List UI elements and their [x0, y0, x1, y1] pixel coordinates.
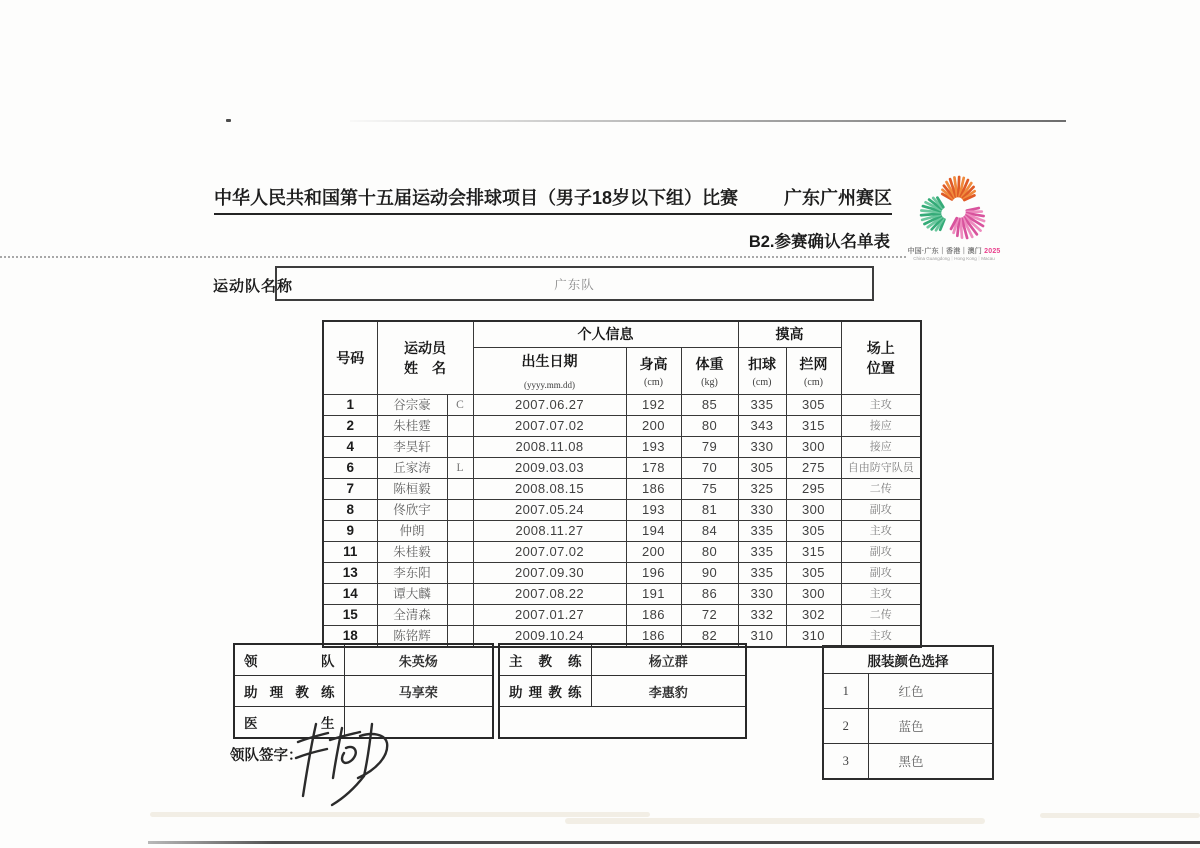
cell-role: C	[447, 394, 473, 415]
cell-spike: 330	[738, 583, 786, 604]
cell-block: 310	[786, 625, 841, 647]
roster-body	[323, 394, 921, 647]
kit-option-color: 红色	[868, 674, 993, 709]
staff-label: 助 理 教 练	[499, 676, 591, 707]
cell-weight: 82	[681, 625, 738, 647]
cell-position: 副攻	[841, 499, 921, 520]
cell-role	[447, 436, 473, 457]
col-header-spike: 扣球 (cm)	[738, 347, 786, 394]
staff-value: 李惠豹	[591, 676, 746, 707]
cell-name: 谭大麟	[377, 583, 447, 604]
cell-block: 295	[786, 478, 841, 499]
cell-block: 305	[786, 562, 841, 583]
kit-row	[823, 744, 993, 780]
scan-smudge	[565, 818, 985, 824]
cell-dob: 2007.07.02	[473, 415, 626, 436]
title-text: 中华人民共和国第十五届运动会排球项目（男子18岁以下组）比赛	[214, 188, 739, 208]
cell-height: 191	[626, 583, 681, 604]
kit-option-number: 1	[823, 674, 868, 709]
cell-height: 200	[626, 415, 681, 436]
cell-number: 8	[323, 499, 377, 520]
cell-number: 2	[323, 415, 377, 436]
cell-position: 副攻	[841, 541, 921, 562]
staff-empty-cell	[499, 707, 746, 739]
cell-name: 佟欣宇	[377, 499, 447, 520]
staff-label: 主 教 练	[499, 644, 591, 676]
cell-height: 194	[626, 520, 681, 541]
games-flower-icon	[898, 170, 1010, 248]
kit-row	[823, 674, 993, 709]
cell-number: 9	[323, 520, 377, 541]
cell-spike: 343	[738, 415, 786, 436]
cell-block: 305	[786, 520, 841, 541]
col-header-height: 身高 (cm)	[626, 347, 681, 394]
cell-position: 主攻	[841, 583, 921, 604]
cell-height: 186	[626, 604, 681, 625]
scan-line-bottom	[148, 841, 1200, 844]
roster-row	[323, 562, 921, 583]
cell-block: 300	[786, 583, 841, 604]
cell-name: 仲朗	[377, 520, 447, 541]
cell-name: 李昊轩	[377, 436, 447, 457]
cell-dob: 2007.07.02	[473, 541, 626, 562]
cell-position: 二传	[841, 478, 921, 499]
staff-table-right	[498, 643, 747, 739]
staff-row	[234, 644, 493, 676]
col-header-athlete: 运动员 姓 名	[377, 321, 473, 394]
cell-height: 186	[626, 625, 681, 647]
team-name-value: 广东队	[554, 277, 595, 292]
cell-position: 副攻	[841, 562, 921, 583]
title-region: 广东广州赛区	[784, 188, 892, 208]
team-name-label: 运动队名称	[213, 278, 294, 295]
leader-signature-label: 领队签字：	[230, 748, 303, 764]
cell-name: 李东阳	[377, 562, 447, 583]
cell-position: 二传	[841, 604, 921, 625]
kit-option-color: 蓝色	[868, 709, 993, 744]
cell-height: 186	[626, 478, 681, 499]
cell-role	[447, 583, 473, 604]
cell-number: 14	[323, 583, 377, 604]
cell-height: 193	[626, 436, 681, 457]
scan-smudge	[150, 812, 650, 817]
staff-label: 领 队	[234, 644, 344, 676]
logo-caption-cn: 中国·广东｜香港｜澳门 2025	[907, 248, 1001, 255]
cell-dob: 2009.03.03	[473, 457, 626, 478]
cell-position: 接应	[841, 436, 921, 457]
scan-smudge	[1040, 813, 1200, 818]
roster-row	[323, 583, 921, 604]
cell-name: 谷宗豪	[377, 394, 447, 415]
col-header-weight: 体重 (kg)	[681, 347, 738, 394]
logo-caption-en: China Guangdong｜Hong Kong｜Macau	[913, 256, 995, 261]
cell-spike: 335	[738, 562, 786, 583]
cell-number: 1	[323, 394, 377, 415]
team-name-field	[275, 266, 874, 301]
cell-position: 接应	[841, 415, 921, 436]
cell-spike: 330	[738, 499, 786, 520]
staff-label: 助 理 教 练	[234, 676, 344, 707]
cell-spike: 335	[738, 541, 786, 562]
cell-number: 18	[323, 625, 377, 647]
roster-row	[323, 436, 921, 457]
cell-height: 193	[626, 499, 681, 520]
scan-line-top	[350, 120, 1066, 122]
cell-height: 196	[626, 562, 681, 583]
cell-block: 315	[786, 541, 841, 562]
staff-value: 马享荣	[344, 676, 493, 707]
cell-role	[447, 478, 473, 499]
roster-row	[323, 394, 921, 415]
staff-row	[499, 707, 746, 739]
roster-row	[323, 604, 921, 625]
cell-spike: 332	[738, 604, 786, 625]
cell-block: 315	[786, 415, 841, 436]
cell-role	[447, 562, 473, 583]
cell-block: 275	[786, 457, 841, 478]
cell-role	[447, 604, 473, 625]
roster-row	[323, 499, 921, 520]
cell-dob: 2008.11.27	[473, 520, 626, 541]
cell-role	[447, 499, 473, 520]
cell-dob: 2007.01.27	[473, 604, 626, 625]
kit-option-number: 2	[823, 709, 868, 744]
cell-height: 192	[626, 394, 681, 415]
staff-value: 朱英炀	[344, 644, 493, 676]
col-header-dob: 出生日期 (yyyy.mm.dd)	[473, 347, 626, 394]
logo-caption-year: 2025	[984, 248, 1001, 255]
cell-weight: 80	[681, 541, 738, 562]
cell-number: 15	[323, 604, 377, 625]
col-header-block: 拦网 (cm)	[786, 347, 841, 394]
cell-weight: 72	[681, 604, 738, 625]
cell-block: 302	[786, 604, 841, 625]
cell-spike: 310	[738, 625, 786, 647]
roster-row	[323, 478, 921, 499]
cell-role	[447, 415, 473, 436]
cell-weight: 84	[681, 520, 738, 541]
cell-position: 主攻	[841, 625, 921, 647]
cell-weight: 81	[681, 499, 738, 520]
cell-spike: 335	[738, 394, 786, 415]
cell-name: 陈铭辉	[377, 625, 447, 647]
cell-weight: 75	[681, 478, 738, 499]
cell-position: 主攻	[841, 520, 921, 541]
cell-height: 178	[626, 457, 681, 478]
cell-number: 11	[323, 541, 377, 562]
cell-role	[447, 541, 473, 562]
cell-block: 300	[786, 499, 841, 520]
cell-dob: 2007.08.22	[473, 583, 626, 604]
cell-height: 200	[626, 541, 681, 562]
roster-row	[323, 415, 921, 436]
cell-dob: 2007.09.30	[473, 562, 626, 583]
cell-name: 全清森	[377, 604, 447, 625]
staff-row	[499, 644, 746, 676]
cell-number: 6	[323, 457, 377, 478]
form-code: B2.参赛确认名单表	[748, 233, 890, 251]
cell-number: 7	[323, 478, 377, 499]
cell-dob: 2008.08.15	[473, 478, 626, 499]
scan-dot-artifact	[226, 119, 231, 122]
cell-weight: 80	[681, 415, 738, 436]
cell-weight: 90	[681, 562, 738, 583]
roster-row	[323, 541, 921, 562]
cell-block: 300	[786, 436, 841, 457]
cell-weight: 86	[681, 583, 738, 604]
kit-color-table	[822, 645, 994, 780]
kit-option-color: 黑色	[868, 744, 993, 780]
cell-role	[447, 520, 473, 541]
staff-value: 杨立群	[591, 644, 746, 676]
roster-row	[323, 457, 921, 478]
kit-title: 服装颜色选择	[823, 646, 993, 674]
cell-role: L	[447, 457, 473, 478]
cell-position: 自由防守队员	[841, 457, 921, 478]
col-header-reach: 摸高	[738, 321, 841, 347]
cell-weight: 70	[681, 457, 738, 478]
cell-spike: 335	[738, 520, 786, 541]
staff-label: 医 生	[234, 707, 344, 739]
col-header-position: 场上 位置	[841, 321, 921, 394]
cell-dob: 2009.10.24	[473, 625, 626, 647]
cell-name: 丘家涛	[377, 457, 447, 478]
roster-table	[322, 320, 922, 648]
cell-weight: 85	[681, 394, 738, 415]
dotted-divider	[0, 256, 906, 258]
kit-option-number: 3	[823, 744, 868, 780]
cell-name: 朱桂霆	[377, 415, 447, 436]
cell-weight: 79	[681, 436, 738, 457]
kit-row	[823, 709, 993, 744]
cell-spike: 330	[738, 436, 786, 457]
cell-dob: 2007.05.24	[473, 499, 626, 520]
cell-dob: 2008.11.08	[473, 436, 626, 457]
cell-spike: 325	[738, 478, 786, 499]
col-header-personal-info: 个人信息	[473, 321, 738, 347]
cell-spike: 305	[738, 457, 786, 478]
games-logo	[897, 170, 1011, 274]
cell-name: 朱桂毅	[377, 541, 447, 562]
handwritten-signature	[292, 710, 407, 810]
document-title	[214, 184, 892, 215]
staff-row	[499, 676, 746, 707]
cell-number: 13	[323, 562, 377, 583]
cell-block: 305	[786, 394, 841, 415]
cell-number: 4	[323, 436, 377, 457]
staff-row	[234, 676, 493, 707]
cell-dob: 2007.06.27	[473, 394, 626, 415]
roster-row	[323, 520, 921, 541]
cell-position: 主攻	[841, 394, 921, 415]
cell-name: 陈桓毅	[377, 478, 447, 499]
dob-format-hint: (yyyy.mm.dd)	[524, 380, 575, 390]
col-header-number: 号码	[323, 321, 377, 394]
